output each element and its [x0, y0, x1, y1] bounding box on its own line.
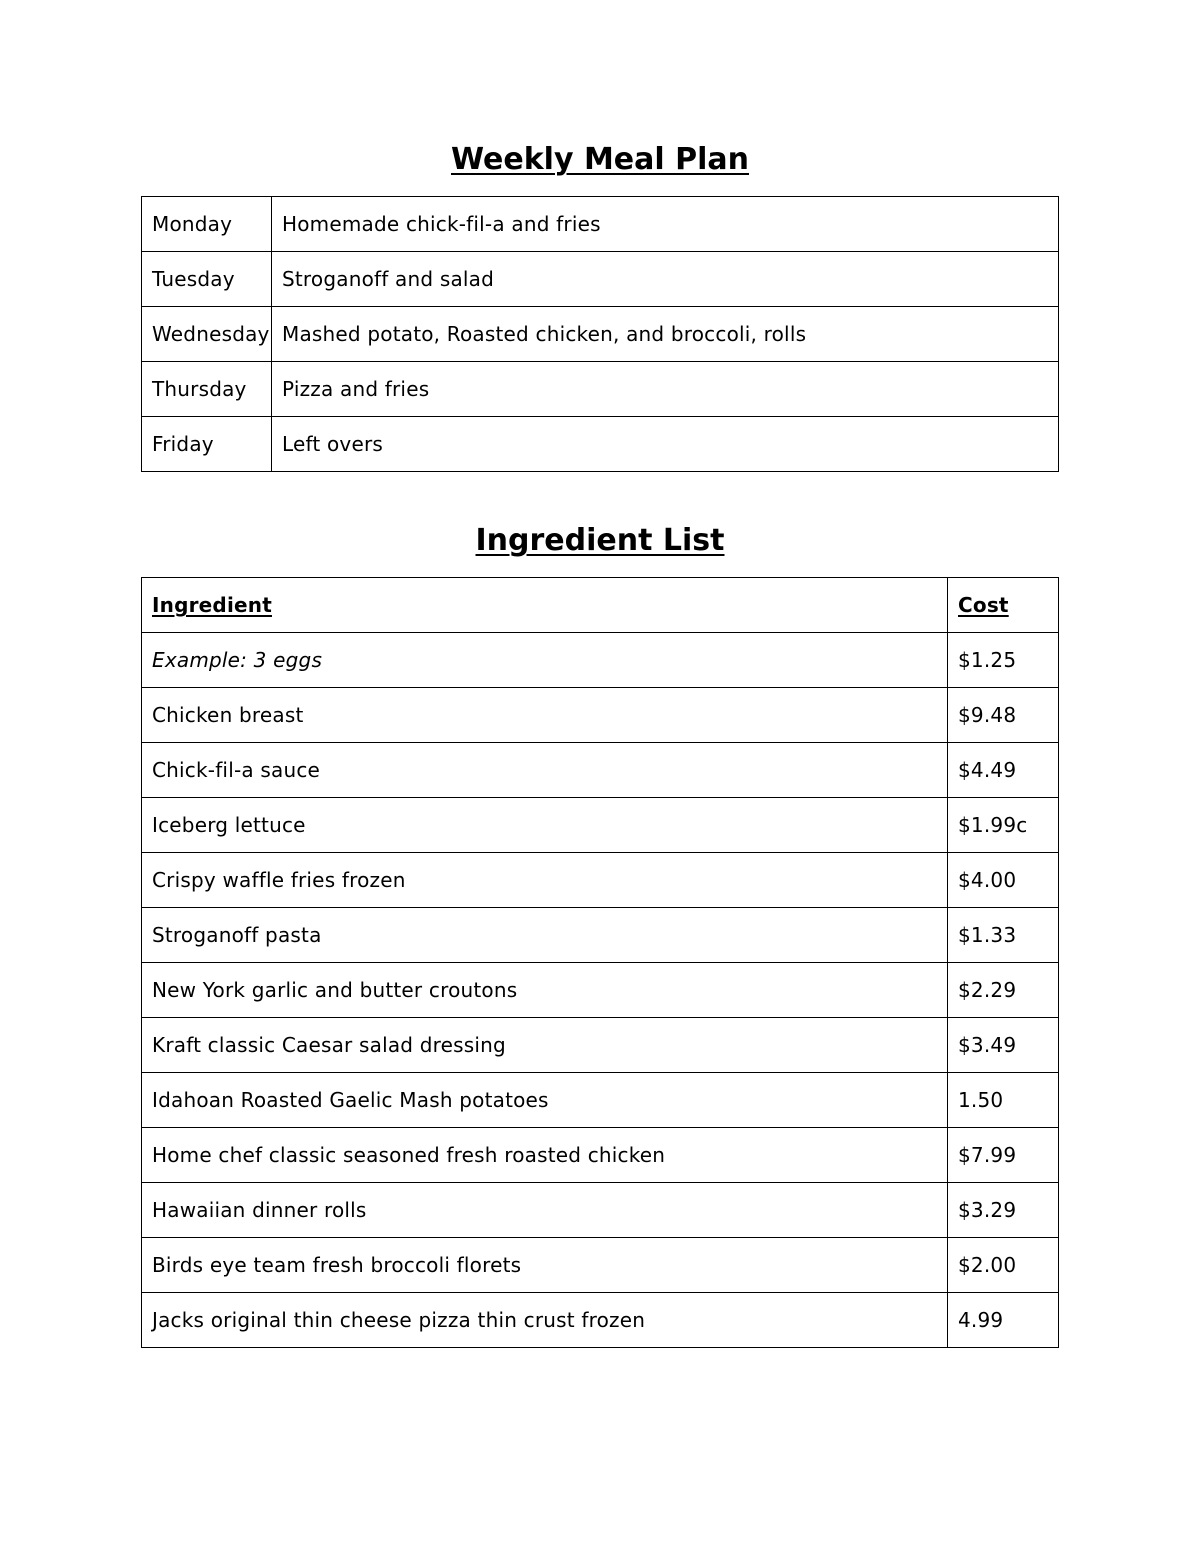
ingredient-cell: Chicken breast — [142, 688, 948, 743]
meal-cell: Pizza and fries — [272, 362, 1059, 417]
ingredient-cell: Stroganoff pasta — [142, 908, 948, 963]
cost-cell: 1.50 — [948, 1073, 1059, 1128]
day-cell: Tuesday — [142, 252, 272, 307]
day-cell: Thursday — [142, 362, 272, 417]
ingredient-cell: Crispy waffle fries frozen — [142, 853, 948, 908]
meal-cell: Stroganoff and salad — [272, 252, 1059, 307]
table-row — [142, 362, 1059, 417]
table-row — [142, 1183, 1059, 1238]
cost-cell: $7.99 — [948, 1128, 1059, 1183]
meal-cell: Left overs — [272, 417, 1059, 472]
table-row — [142, 743, 1059, 798]
table-row — [142, 853, 1059, 908]
cost-cell: $2.29 — [948, 963, 1059, 1018]
table-row — [142, 633, 1059, 688]
ingredient-cell: Iceberg lettuce — [142, 798, 948, 853]
table-row — [142, 798, 1059, 853]
table-row — [142, 908, 1059, 963]
ingredient-cell: Idahoan Roasted Gaelic Mash potatoes — [142, 1073, 948, 1128]
ingredient-cell: Chick-fil-a sauce — [142, 743, 948, 798]
table-row — [142, 307, 1059, 362]
cost-cell: $4.00 — [948, 853, 1059, 908]
table-row — [142, 1073, 1059, 1128]
cost-cell: $1.33 — [948, 908, 1059, 963]
cost-cell: 4.99 — [948, 1293, 1059, 1348]
table-row — [142, 1238, 1059, 1293]
meal-plan-title: Weekly Meal Plan — [451, 142, 749, 177]
meal-plan-table — [141, 196, 1059, 472]
day-cell: Monday — [142, 197, 272, 252]
cost-cell: $9.48 — [948, 688, 1059, 743]
cost-cell: $3.29 — [948, 1183, 1059, 1238]
ingredient-cell: New York garlic and butter croutons — [142, 963, 948, 1018]
day-cell: Wednesday — [142, 307, 272, 362]
table-row — [142, 963, 1059, 1018]
table-row — [142, 1128, 1059, 1183]
meal-cell: Mashed potato, Roasted chicken, and broccoli, rolls — [272, 307, 1059, 362]
table-row — [142, 197, 1059, 252]
ingredient-cell: Kraft classic Caesar salad dressing — [142, 1018, 948, 1073]
ingredient-cell: Birds eye team fresh broccoli florets — [142, 1238, 948, 1293]
ingredient-cell: Jacks original thin cheese pizza thin crust frozen — [142, 1293, 948, 1348]
ingredient-cell: Home chef classic seasoned fresh roasted chicken — [142, 1128, 948, 1183]
table-row — [142, 688, 1059, 743]
cost-header-label: Cost — [958, 593, 1009, 617]
table-row — [142, 1018, 1059, 1073]
ingredient-header-label: Ingredient — [152, 593, 272, 617]
ingredient-header — [142, 578, 948, 633]
table-row — [142, 252, 1059, 307]
ingredient-cell: Hawaiian dinner rolls — [142, 1183, 948, 1238]
table-row — [142, 417, 1059, 472]
cost-cell: $2.00 — [948, 1238, 1059, 1293]
table-row — [142, 1293, 1059, 1348]
cost-cell: $1.25 — [948, 633, 1059, 688]
meal-cell: Homemade chick-fil-a and fries — [272, 197, 1059, 252]
cost-cell: $3.49 — [948, 1018, 1059, 1073]
table-header-row — [142, 578, 1059, 633]
ingredient-table — [141, 577, 1059, 1348]
ingredient-list-title: Ingredient List — [475, 523, 725, 558]
cost-cell: $4.49 — [948, 743, 1059, 798]
ingredient-cell: Example: 3 eggs — [142, 633, 948, 688]
cost-cell: $1.99c — [948, 798, 1059, 853]
day-cell: Friday — [142, 417, 272, 472]
cost-header — [948, 578, 1059, 633]
